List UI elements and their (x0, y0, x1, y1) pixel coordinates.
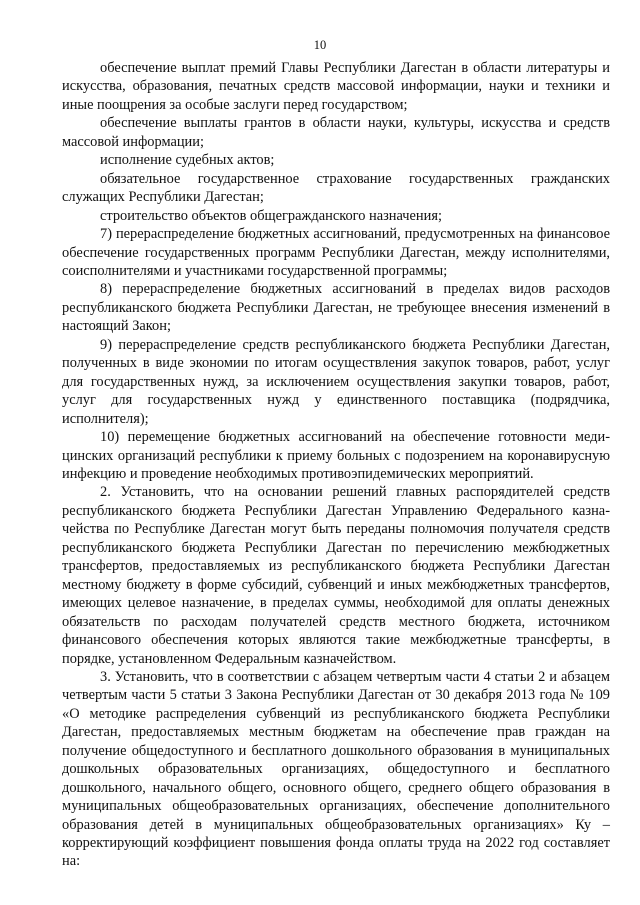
paragraph-prize-payments: обеспечение выплат премий Главы Республики Дагестан в области литературы и искусства, образования, печатных средств массовой информации, науки и техники и иные поощрения за особые заслуги перед государством; (62, 60, 610, 113)
paragraph-section-2: 2. Установить, что на основании решений главных распорядителей средств республиканского бюджета Республики Дагестан Управлению Федерального казначейства по Республике Дагестан могут быть переданы полномочия получателя средств республиканского бюджета Республики Дагестан по перечислению межбюджетных трансфертов, предоставляемых из республиканского бюджета Республики Дагестан местному бюджету в форме субсидий, субвенций и иных межбюджетных трансфертов, имеющих целевое назначение, в пределах суммы, необходимой для оплаты денежных обязательств по расходам получателей средств местного бюджета, источником финансового обеспечения которых являются такие межбюджетные трансферты, в порядке, установленном Федеральным казначейством. (62, 484, 610, 667)
paragraph-item-7: 7) перераспределение бюджетных ассигнований, предусмотренных на финансовое обеспечение государственных программ Республики Дагестан, между исполнителями, соисполнителями и участниками государственной программы; (62, 226, 610, 279)
page-number: 10 (313, 38, 327, 52)
paragraph-section-3: 3. Установить, что в соответствии с абзацем четвертым части 4 статьи 2 и абзацем четвертым части 5 статьи 3 Закона Республики Дагестан от 30 декабря 2013 года № 109 «О методике распределения субвенций из республиканского бюджета Республики Дагестан, предоставляемых местным бюджетам на обеспечение прав граждан на получение общедоступного и бесплатного дошкольного образования в муниципальных дошкольных образовательных организациях, общедоступного и бесплатного дошкольного, начального общего, основного общего, среднего общего образования в муниципальных общеобразовательных организациях, обеспечение дополнительного образования детей в муниципальных общеобразовательных организациях» Ку – корректирующий коэффициент повышения фонда оплаты труда на 2022 год составляет на: (62, 668, 610, 870)
paragraph-construction: строительство объектов общегражданского назначения; (100, 207, 442, 224)
paragraph-court-acts: исполнение судебных актов; (100, 152, 275, 169)
paragraph-grant-payments: обеспечение выплаты грантов в области науки, культуры, искусства и средств массовой информации; (62, 115, 610, 150)
paragraph-item-10: 10) перемещение бюджетных ассигнований на обеспечение готовности медицинских организаций республики к приему больных с подозрением на коронавирусную инфекцию и проведение необходимых противоэпидемических мероприятий. (62, 429, 610, 482)
document-body (62, 59, 610, 871)
paragraph-item-9: 9) перераспределение средств республиканского бюджета Республики Дагестан, полученных в виде экономии по итогам осуществления закупок товаров, работ, услуг для государственных нужд, за исключением осуществления закупки товаров, работ, услуг для государственных нужд у единственного поставщика (подрядчика, исполнителя); (62, 336, 610, 427)
paragraph-state-insurance: обязательное государственное страхование государственных гражданских служащих Республики Дагестан; (62, 170, 610, 206)
paragraph-item-8: 8) перераспределение бюджетных ассигнований в пределах видов расходов республиканского бюджета Республики Дагестан, не требующее внесения изменений в настоящий Закон; (62, 281, 610, 335)
